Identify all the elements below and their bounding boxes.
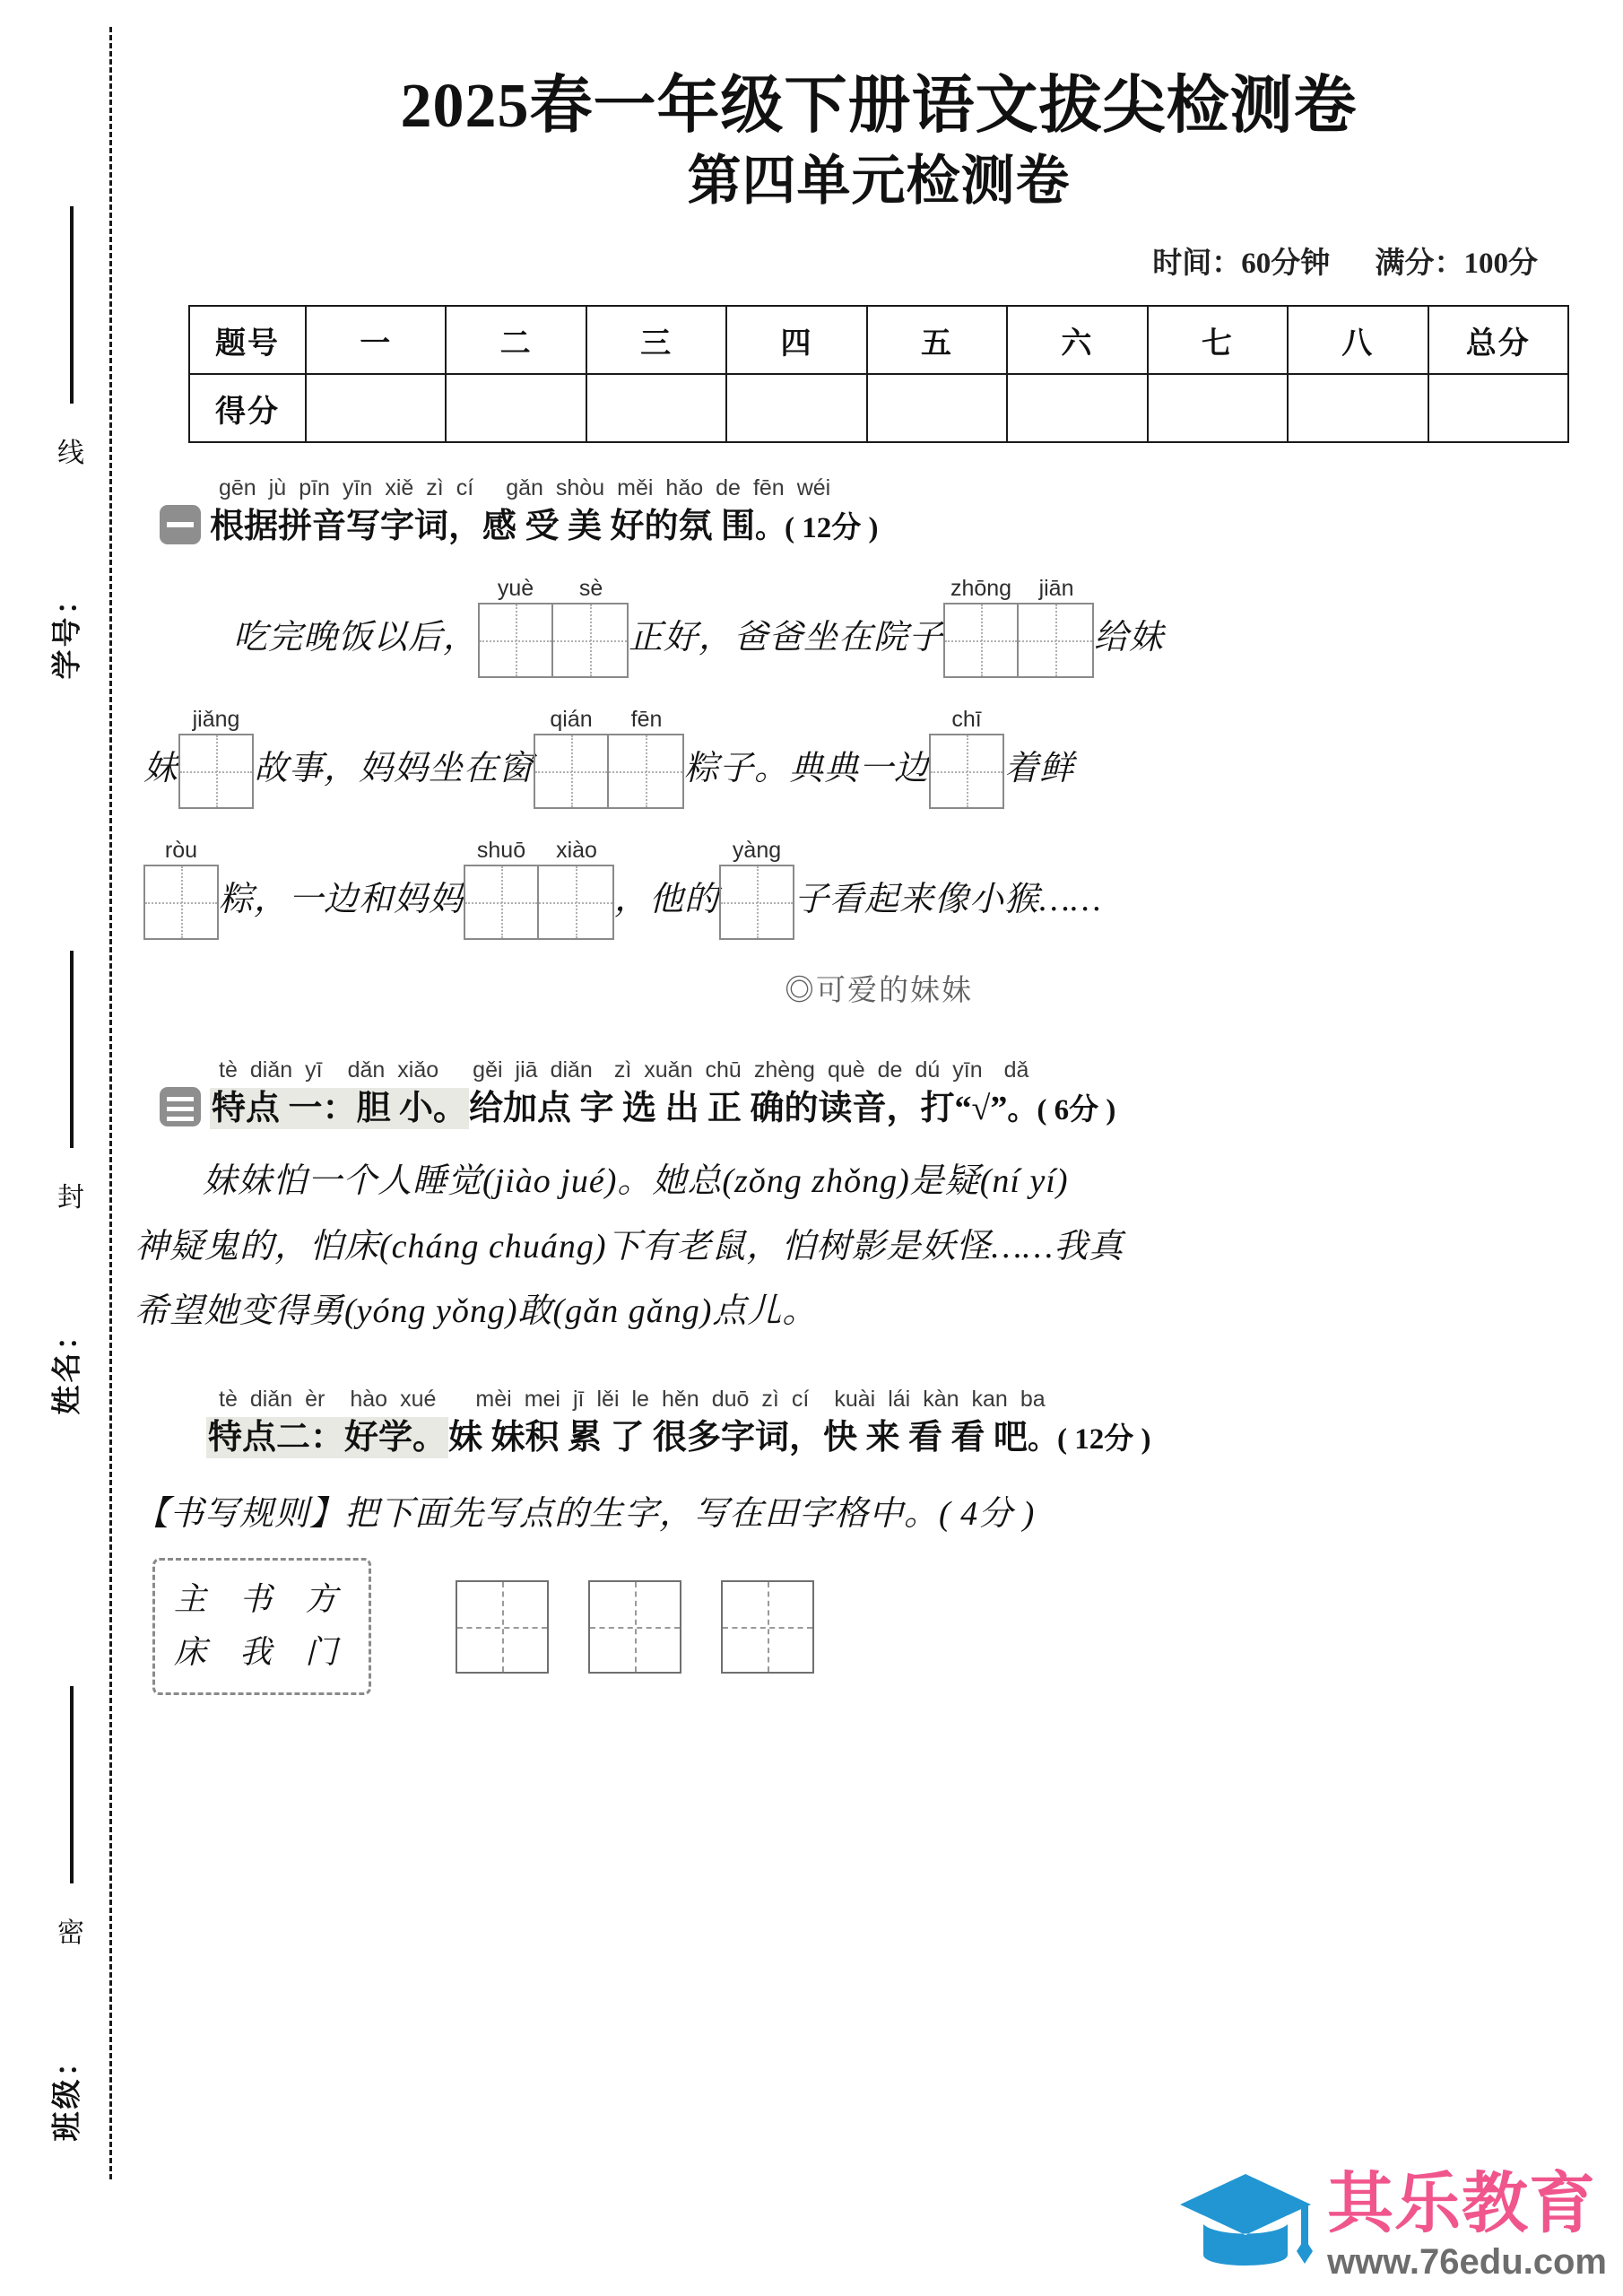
q3-rule-bracket: 【书写规则】: [135, 1494, 345, 1533]
q1-caption: ◎可爱的妹妹: [785, 975, 973, 1008]
q1-tzg-group-rou[interactable]: [143, 839, 219, 940]
table-row-question-numbers: [189, 306, 1568, 374]
logo-url-text: www.76edu.com: [1327, 2241, 1607, 2282]
question-2-badge: [160, 1087, 201, 1126]
question-2-score: 。( 6分 ): [1007, 1094, 1116, 1127]
seal-sidebar: [0, 0, 135, 2296]
col-7: 七: [1148, 306, 1288, 374]
score-cell-7[interactable]: [1148, 374, 1288, 442]
q1-sentence-line-2: [135, 709, 1623, 809]
q3-rule-line: [135, 1485, 1623, 1535]
seal-rule-2: [70, 951, 74, 1148]
q1-pinyin-qian-fen: qián fēn: [550, 707, 663, 733]
score-cell-8[interactable]: [1288, 374, 1428, 442]
col-2: 二: [446, 306, 586, 374]
exam-meta: [135, 239, 1623, 282]
tzg-cell[interactable]: [534, 734, 609, 809]
score-cell-6[interactable]: [1007, 374, 1147, 442]
seal-dashed-line: [109, 27, 112, 2179]
answer-box[interactable]: [456, 1580, 549, 1674]
tzg-cell[interactable]: [1019, 603, 1094, 678]
graduation-cap-icon: [1178, 2169, 1313, 2283]
q1-tzg-group-yue-se[interactable]: [478, 578, 629, 678]
row-label-score: 得分: [189, 374, 306, 442]
q1-pinyin-yue-se: yuè sè: [497, 576, 603, 602]
q1-line2-pre: 妹: [143, 750, 179, 788]
time-label: 时间：60分钟: [1152, 248, 1331, 281]
question-1-title-row: [160, 498, 1623, 547]
q1-line1-pre: 吃完晚饭以后，: [233, 619, 479, 657]
col-1: 一: [306, 306, 446, 374]
q1-sentence-line-1: [135, 578, 1623, 678]
col-4: 四: [726, 306, 866, 374]
seal-char-feng: 封: [57, 1183, 86, 1213]
question-2-heading: [135, 1057, 1623, 1129]
q1-pinyin-chi: chī: [951, 707, 982, 733]
q3-answer-area: [135, 1535, 1623, 1695]
question-1-pinyin: gēn jù pīn yīn xiě zì cí gǎn shòu měi hǎo de fēn wéi: [219, 475, 831, 501]
q2-text-line-1: 妹妹怕一个人睡觉(jiào jué)。她总(zǒng zhǒng)是疑(ní yí): [203, 1162, 1069, 1201]
site-logo: [1178, 2165, 1607, 2283]
q1-line1-post: 给妹: [1094, 619, 1165, 657]
q1-line3-mid: 粽，一边和妈妈: [219, 881, 464, 919]
col-total: 总分: [1428, 306, 1569, 374]
q1-sentence-line-3: [135, 839, 1623, 940]
row-label-question: 题号: [189, 306, 306, 374]
q3-word-bank: [152, 1558, 371, 1695]
tzg-cell[interactable]: [539, 865, 614, 940]
tzg-cell[interactable]: [609, 734, 684, 809]
tzg-cell[interactable]: [719, 865, 794, 940]
q1-tzg-group-yang[interactable]: [719, 839, 794, 940]
tzg-cell[interactable]: [143, 865, 219, 940]
question-2-title-row: [160, 1080, 1623, 1129]
score-table: [188, 305, 1569, 443]
q1-line2-post: 着鲜: [1004, 750, 1075, 788]
q1-line3-mid2: ，他的: [614, 881, 720, 919]
score-cell-1[interactable]: [306, 374, 446, 442]
seal-rule-3: [70, 1686, 74, 1883]
col-3: 三: [586, 306, 726, 374]
answer-box[interactable]: [588, 1580, 681, 1674]
q1-pinyin-zhong-jian: zhōng jiān: [950, 576, 1074, 602]
col-5: 五: [867, 306, 1007, 374]
col-6: 六: [1007, 306, 1147, 374]
q1-line1-mid: 正好，爸爸坐在院子: [629, 619, 944, 657]
question-3-title-row: [160, 1409, 1623, 1458]
question-1-heading: [135, 475, 1623, 547]
score-cell-total[interactable]: [1428, 374, 1569, 442]
question-3-title-rest: 妹 妹积 累 了 很多字词，快 来 看 看 吧: [448, 1418, 1028, 1457]
question-3-heading: [135, 1387, 1623, 1458]
q1-tzg-group-jiang[interactable]: [178, 709, 254, 809]
q3-bank-row-2: 床 我 门: [173, 1634, 350, 1671]
tzg-cell[interactable]: [178, 734, 254, 809]
q1-line2-mid2: 粽子。典典一边: [684, 750, 930, 788]
q1-tzg-group-shuo-xiao[interactable]: [464, 839, 614, 940]
q1-line3-post: 子看起来像小猴……: [794, 881, 1102, 919]
q3-answer-boxes: [456, 1580, 814, 1674]
score-cell-4[interactable]: [726, 374, 866, 442]
page-subtitle: 第四单元检测卷: [687, 151, 1071, 211]
question-3-title-highlight: 特点二：好学。: [208, 1418, 447, 1457]
q1-tzg-group-qian-fen[interactable]: [534, 709, 684, 809]
q1-tzg-group-zhong-jian[interactable]: [943, 578, 1094, 678]
seal-rule-1: [70, 206, 74, 404]
question-3-score: 。( 12分 ): [1028, 1422, 1151, 1456]
tzg-cell[interactable]: [943, 603, 1019, 678]
q1-pinyin-rou: ròu: [164, 838, 198, 864]
seal-char-xian: 线: [57, 439, 86, 468]
sidebar-label-class: 班级：: [51, 2044, 84, 2142]
logo-brand-text: 其乐教育: [1327, 2165, 1597, 2240]
tzg-cell[interactable]: [464, 865, 539, 940]
score-cell-5[interactable]: [867, 374, 1007, 442]
page-title: 2025春一年级下册语文拔尖检测卷: [400, 72, 1358, 141]
col-8: 八: [1288, 306, 1428, 374]
full-score-label: 满分：100分: [1375, 248, 1538, 281]
sidebar-label-name: 姓名：: [51, 1318, 84, 1415]
question-1-badge: [160, 505, 201, 544]
q3-rule-text: 把下面先写点的生字，写在田字格中。( 4分 ): [344, 1494, 1036, 1533]
score-cell-2[interactable]: [446, 374, 586, 442]
score-cell-3[interactable]: [586, 374, 726, 442]
q1-tzg-group-chi[interactable]: [929, 709, 1004, 809]
tzg-cell[interactable]: [478, 603, 553, 678]
question-3-pinyin: tè diǎn èr hào xué mèi mei jī lěi le hěn duō zì cí kuài lái kàn kan ba: [219, 1386, 1046, 1412]
tzg-cell[interactable]: [929, 734, 1004, 809]
answer-box[interactable]: [721, 1580, 814, 1674]
q3-bank-row-1: 主 书 方: [173, 1580, 350, 1617]
q2-text-line-2: 神疑鬼的，怕床(cháng chuáng)下有老鼠，怕树影是妖怪……我真: [135, 1227, 1124, 1265]
question-2-title-rest: 给加点 字 选 出 正 确的读音，打“√”: [469, 1090, 1008, 1128]
seal-char-mi: 密: [57, 1918, 86, 1948]
table-row-scores: [189, 374, 1568, 442]
tzg-cell[interactable]: [553, 603, 629, 678]
question-1-title: 根据拼音写字词，感 受 美 好的氛 围: [210, 508, 756, 546]
question-2-title-highlight: 特点 一：胆 小。: [212, 1090, 468, 1128]
sidebar-label-student-id: 学号：: [51, 582, 84, 680]
q1-pinyin-shuo-xiao: shuō xiào: [476, 838, 597, 864]
q1-pinyin-yang: yàng: [732, 838, 782, 864]
q1-line2-mid: 故事，妈妈坐在窗: [254, 750, 534, 788]
question-1-score: 。( 12分 ): [755, 512, 879, 545]
q2-text-line-3: 希望她变得勇(yóng yǒng)敢(gǎn gǎng)点儿。: [135, 1292, 818, 1330]
question-2-pinyin: tè diǎn yī dǎn xiǎo gěi jiā diǎn zì xuǎn chū zhèng què de dú yīn dǎ: [219, 1057, 1029, 1083]
q1-pinyin-jiang: jiǎng: [192, 707, 240, 733]
